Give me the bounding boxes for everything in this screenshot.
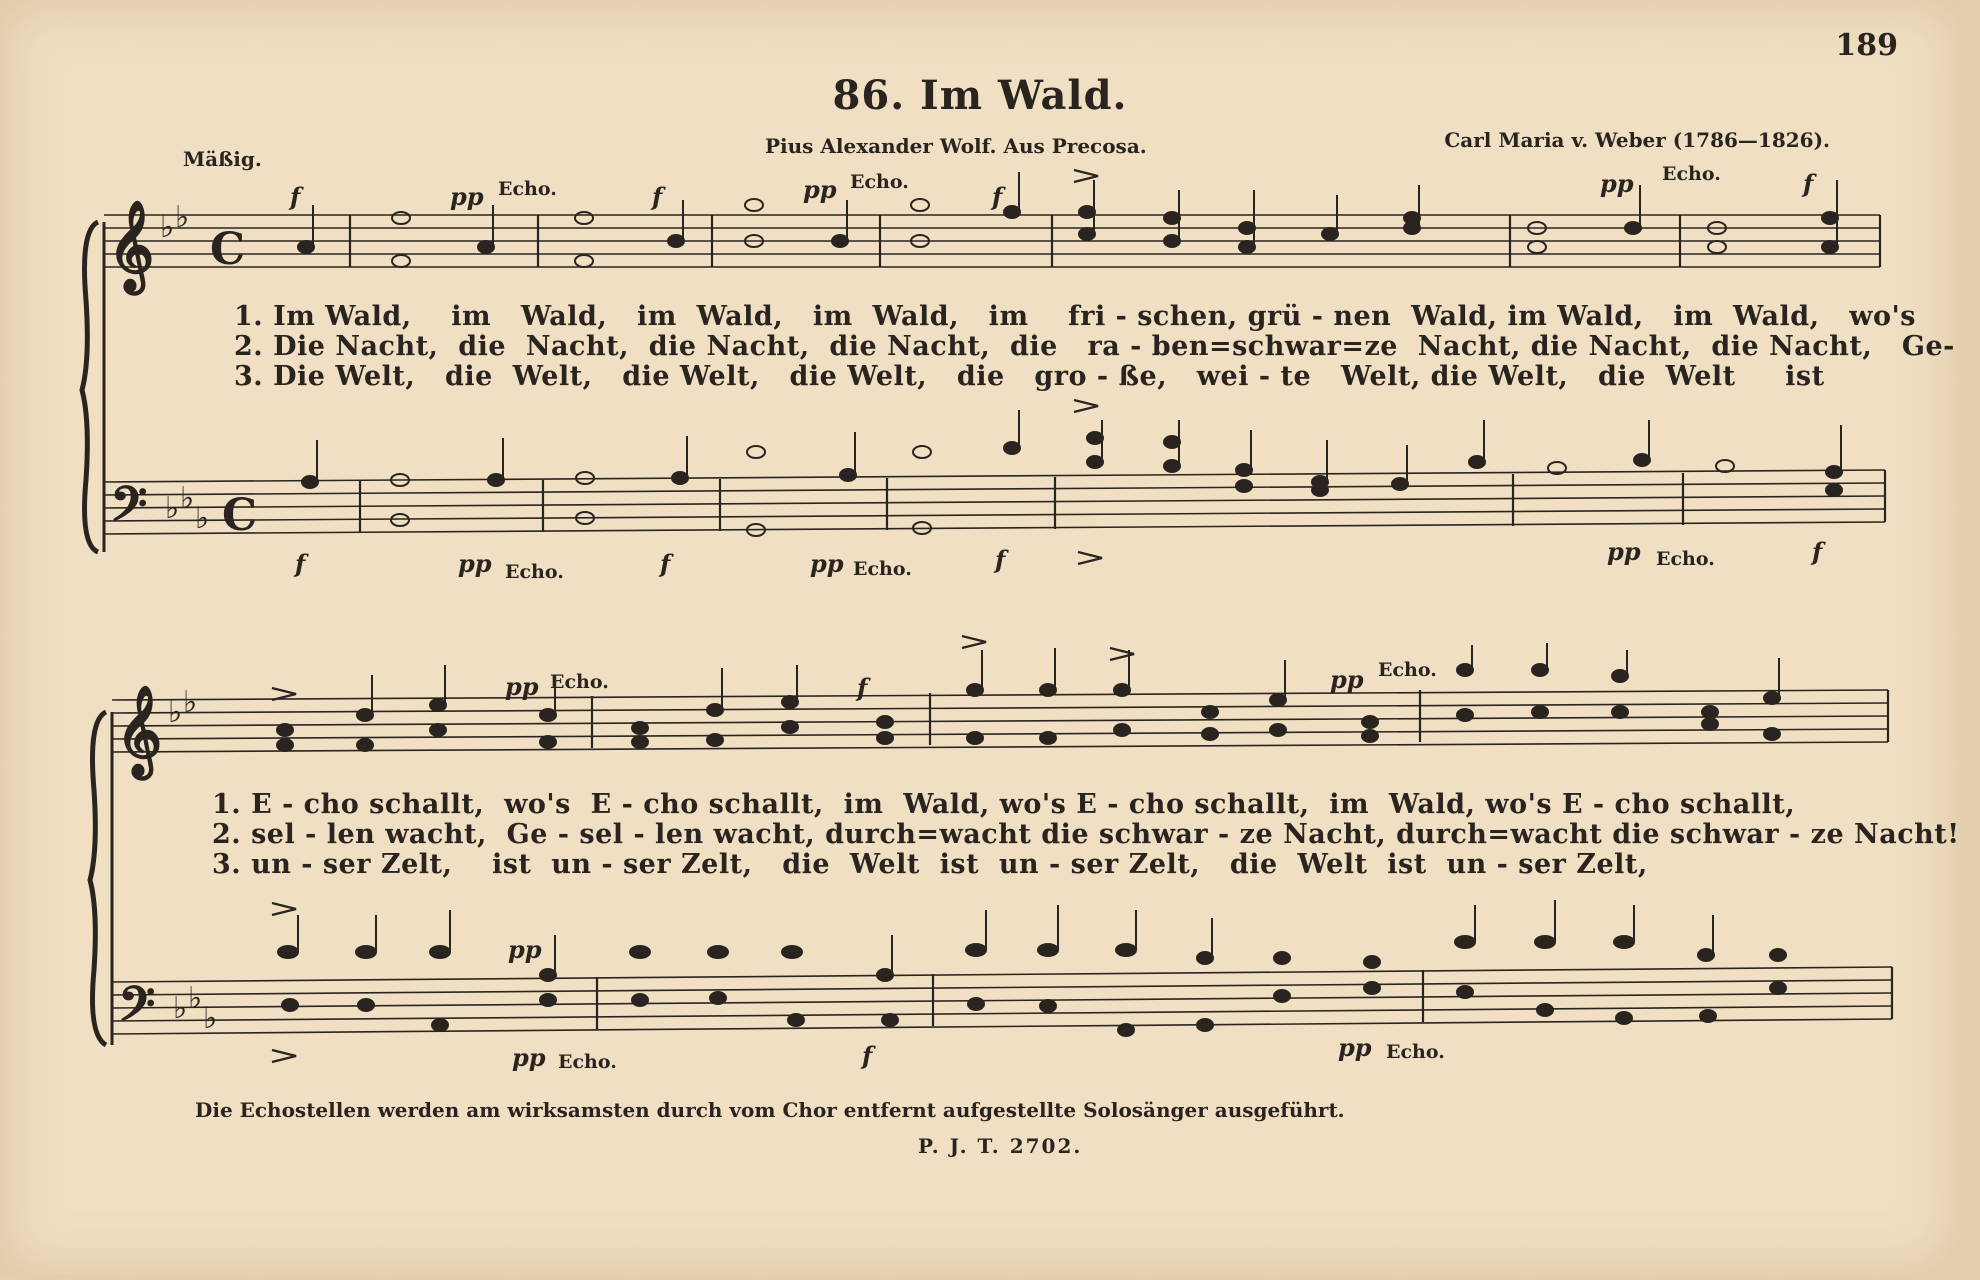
- pianissimo-mark: pp: [803, 175, 837, 204]
- echo-mark: Echo.: [1662, 163, 1721, 185]
- pianissimo-mark: pp: [1600, 169, 1634, 198]
- forte-mark: f: [992, 182, 1003, 211]
- forte-mark: f: [862, 1041, 873, 1070]
- echo-mark: Echo.: [1656, 548, 1715, 570]
- forte-mark: f: [290, 182, 301, 211]
- tempo-marking: Mäßig.: [183, 147, 262, 171]
- echo-mark: Echo.: [850, 171, 909, 193]
- key-flat-icon: ♭: [188, 981, 203, 1016]
- key-flat-icon: ♭: [165, 491, 180, 526]
- system2-brace: [90, 712, 106, 1045]
- key-flat-icon: ♭: [183, 685, 198, 720]
- lyrics-verse-1: 1. E - cho schallt, wo's E - cho schallt, im Wald, wo's E - cho schallt, im Wald, wo's E - cho schallt,: [212, 789, 1796, 820]
- bass-clef-icon: 𝄢: [110, 476, 148, 544]
- forte-mark: f: [295, 549, 306, 578]
- echo-mark: Echo.: [1378, 659, 1437, 681]
- system1-brace: [82, 222, 98, 552]
- forte-mark: f: [1812, 537, 1823, 566]
- key-flat-icon: ♭: [195, 501, 210, 536]
- key-flat-icon: ♭: [173, 991, 188, 1026]
- echo-mark: Echo.: [1386, 1041, 1445, 1063]
- system2-bass-notes: [278, 900, 1786, 1036]
- system1-bass-staff: [104, 470, 1885, 534]
- pianissimo-mark: pp: [450, 182, 484, 211]
- system2-treble-staff: [112, 690, 1888, 752]
- pianissimo-mark: pp: [458, 549, 492, 578]
- pianissimo-mark: pp: [810, 549, 844, 578]
- pianissimo-mark: pp: [505, 672, 539, 701]
- forte-mark: f: [660, 549, 671, 578]
- treble-clef-icon: 𝄞: [116, 685, 163, 776]
- forte-mark: f: [652, 182, 663, 211]
- page-number: 189: [1835, 28, 1898, 63]
- bass-clef-icon: 𝄢: [118, 976, 156, 1044]
- pianissimo-mark: pp: [508, 935, 542, 964]
- echo-mark: Echo.: [550, 671, 609, 693]
- system2-treble-notes: [277, 643, 1780, 751]
- key-flat-icon: ♭: [168, 695, 183, 730]
- system1-treble-staff: [104, 215, 1880, 267]
- forte-mark: f: [1803, 169, 1814, 198]
- composer-credit: Carl Maria v. Weber (1786—1826).: [1444, 128, 1830, 152]
- key-flat-icon: ♭: [203, 1001, 218, 1036]
- echo-mark: Echo.: [505, 561, 564, 583]
- echo-mark: Echo.: [558, 1051, 617, 1073]
- plate-number: P. J. T. 2702.: [918, 1134, 1083, 1158]
- echo-mark: Echo.: [498, 178, 557, 200]
- key-flat-icon: ♭: [180, 481, 195, 516]
- key-flat-icon: ♭: [160, 210, 175, 245]
- pianissimo-mark: pp: [1607, 537, 1641, 566]
- system1-lyrics: [234, 302, 1955, 392]
- lyricist-credit: Pius Alexander Wolf. Aus Precosa.: [765, 134, 1147, 158]
- lyrics-verse-2: 2. Die Nacht, die Nacht, die Nacht, die Nacht, die ra - ben=schwar=ze Nacht, die Nacht, die Nacht, Ge-: [234, 331, 1955, 362]
- forte-mark: f: [995, 545, 1006, 574]
- lyrics-verse-1: 1. Im Wald, im Wald, im Wald, im Wald, im fri - schen, grü - nen Wald, im Wald, im Wald, wo's: [234, 301, 1916, 332]
- common-time-icon: C: [222, 490, 258, 541]
- forte-mark: f: [857, 673, 868, 702]
- system2-lyrics: [212, 790, 1960, 880]
- echo-mark: Echo.: [853, 558, 912, 580]
- treble-clef-icon: 𝄞: [108, 200, 155, 291]
- song-title: 86. Im Wald.: [832, 72, 1128, 119]
- footnote: Die Echostellen werden am wirksamsten durch vom Chor entfernt aufgestellte Solosänger ausgeführt.: [195, 1098, 1345, 1122]
- key-flat-icon: ♭: [175, 200, 190, 235]
- lyrics-verse-2: 2. sel - len wacht, Ge - sel - len wacht, durch=wacht die schwar - ze Nacht, durch=wacht die schwar - ze Nacht!: [212, 819, 1960, 850]
- lyrics-verse-3: 3. Die Welt, die Welt, die Welt, die Welt, die gro - ße, wei - te Welt, die Welt, die Welt ist: [234, 361, 1825, 392]
- pianissimo-mark: pp: [1338, 1033, 1372, 1062]
- system1-bass-notes: [302, 410, 1842, 536]
- common-time-icon: C: [210, 224, 246, 275]
- pianissimo-mark: pp: [1330, 665, 1364, 694]
- lyrics-verse-3: 3. un - ser Zelt, ist un - ser Zelt, die Welt ist un - ser Zelt, die Welt ist un - ser Zelt,: [212, 849, 1648, 880]
- pianissimo-mark: pp: [512, 1043, 546, 1072]
